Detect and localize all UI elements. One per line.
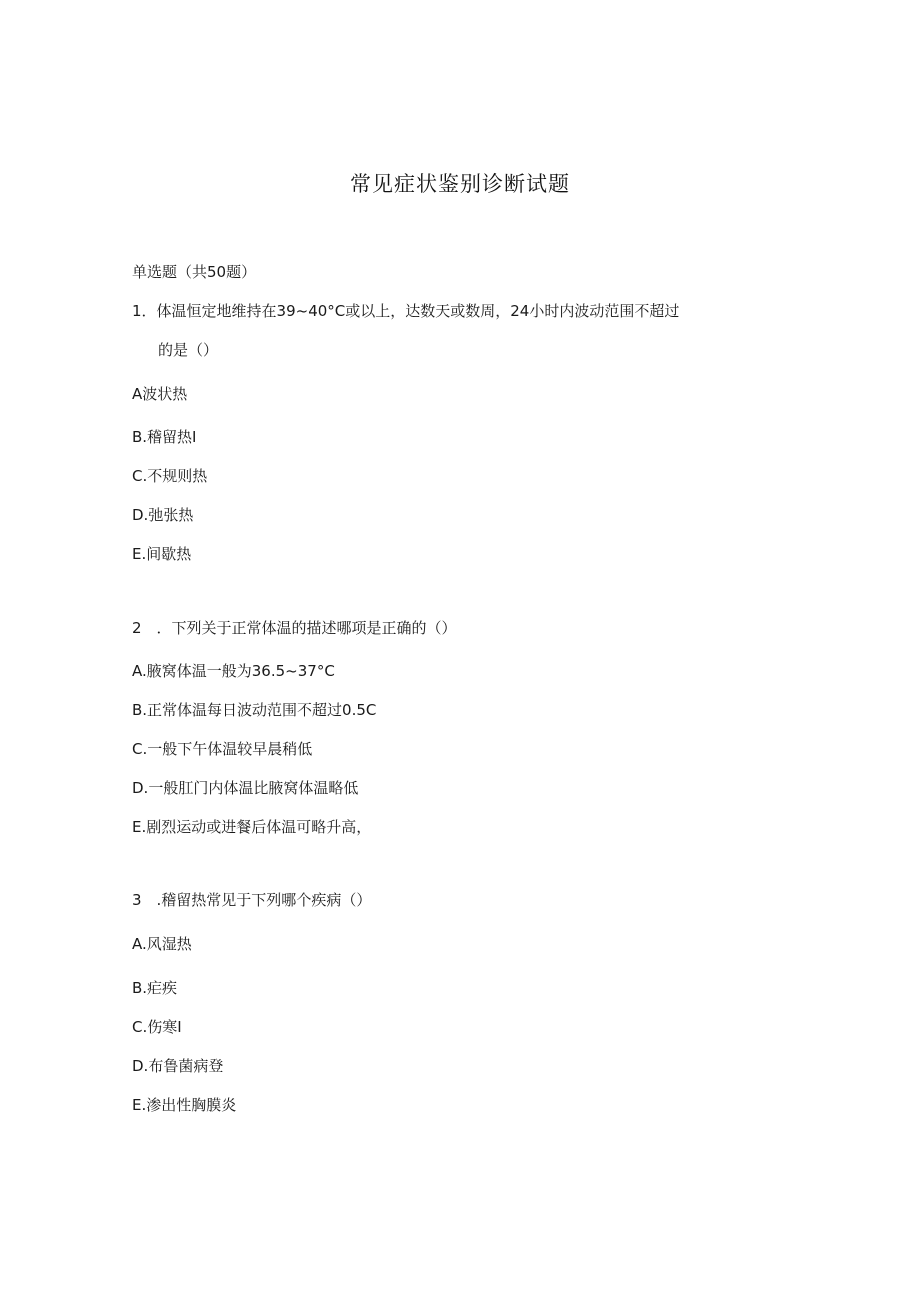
question-3-option-d: D.布鲁菌病登: [132, 1057, 224, 1075]
question-3-stem: 3 .稽留热常见于下列哪个疾病（）: [132, 891, 372, 909]
question-2-option-a: A.腋窝体温一般为36.5~37°C: [132, 662, 335, 680]
question-2-option-d: D.一般肛门内体温比腋窝体温略低: [132, 779, 359, 797]
question-1-stem-continued: 的是（）: [158, 341, 219, 359]
question-1-option-a: A波状热: [132, 385, 188, 403]
question-3-option-e: E.渗出性胸膜炎: [132, 1096, 237, 1114]
question-3-option-b: B.疟疾: [132, 979, 178, 997]
question-2-option-e: E.剧烈运动或进餐后体温可略升高，: [132, 818, 372, 836]
question-2-option-b: B.正常体温每日波动范围不超过0.5C: [132, 701, 377, 719]
question-2-stem: 2 ．下列关于正常体温的描述哪项是正确的（）: [132, 619, 457, 637]
section-heading: 单选题（共50题）: [132, 263, 257, 281]
question-1-option-c: C.不规则热: [132, 467, 208, 485]
question-3-option-a: A.风湿热: [132, 935, 192, 953]
question-2-option-c: C.一般下午体温较早晨稍低: [132, 740, 313, 758]
question-1-option-b: B.稽留热I: [132, 428, 197, 446]
question-1-option-d: D.弛张热: [132, 506, 194, 524]
question-3-option-c: C.伤寒I: [132, 1018, 182, 1036]
question-1-stem: 1．体温恒定地维持在39~40°C或以上，达数天或数周，24小时内波动范围不超过: [132, 302, 680, 320]
page-title: 常见症状鉴别诊断试题: [350, 172, 570, 196]
question-1-option-e: E.间歇热: [132, 545, 192, 563]
